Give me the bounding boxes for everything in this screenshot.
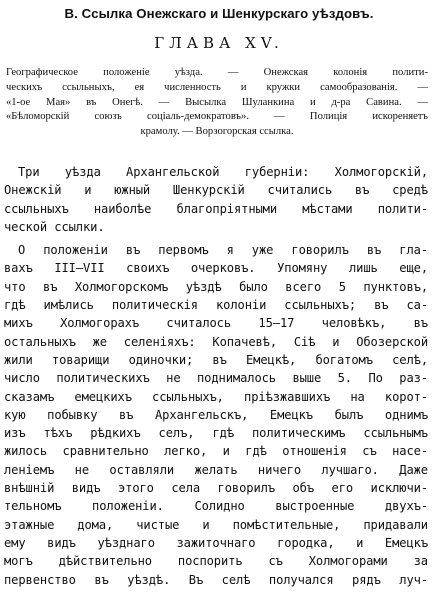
paragraph-2-line: ему видъ уѣзднаго зажиточнаго городка, и Емецкъ <box>4 535 428 550</box>
paragraph-1-line: ссыльныхъ наиболѣе благопріятными мѣстами полити- <box>4 201 428 216</box>
paragraph-2-line: жили товарищи одиночки; въ Емецкѣ, богатомъ селѣ, <box>4 352 428 367</box>
summary-line: «1-ое Мая» въ Онегѣ. — Высылка Шуланкина и д-ра Савина. — <box>6 96 428 108</box>
summary-line: крамолу. — Ворзогорская ссылка. <box>140 126 294 138</box>
body-text <box>4 163 428 589</box>
paragraph-2-line: тельномъ положеніи. Солидно выстроенные двухъ- <box>4 499 428 514</box>
paragraph-2-line: жилось сравнительно легко, и гдѣ отношенія съ насе- <box>4 444 428 459</box>
chapter-heading: ГЛАВА XV. <box>154 34 284 52</box>
section-title: B. Ссылка Онежскаго и Шенкурскаго уѣздовъ. <box>64 6 374 21</box>
paragraph-2-line: кую побывку въ Архангельскъ, Емецкъ былъ однимъ <box>4 407 428 422</box>
chapter-summary <box>6 66 428 140</box>
paragraph-2-line: могъ дѣйствительно поспорить съ Холмогорами за <box>4 554 428 569</box>
paragraph-1-line: ческой ссылки. <box>4 219 105 234</box>
paragraph-2-line: леніемъ не оставляли желать ничего лучшаго. Даже <box>4 462 428 477</box>
paragraph-2-line: этажные дома, чистые и помѣстительные, придавали <box>4 517 428 532</box>
paragraph-2-line: число политическихъ не поднималось выше 5. По раз- <box>4 371 428 386</box>
paragraph-1-line: Онежскій и южный Шенкурскій считались въ средѣ <box>4 183 428 198</box>
paragraph-2-line: внѣшній видъ этого села говорилъ объ его исключи- <box>4 481 428 496</box>
paragraph-2-line: остальныхъ же селеніяхъ: Копачевѣ, Сіѣ и Обозерской <box>4 334 428 349</box>
summary-line: «Бѣломорскій союзъ соціаль-демократовъ». — Полиція искореняетъ <box>6 111 428 123</box>
paragraph-2-line: сказамъ емецкихъ ссыльныхъ, пріѣзжавшихъ на корот- <box>4 389 428 404</box>
paragraph-2-line: что въ Холмогорскомъ уѣздѣ было всего 5 пунктовъ, <box>4 279 428 294</box>
paragraph-2-line: О положеніи въ первомъ я уже говорилъ въ гла- <box>18 243 428 258</box>
paragraph-2-line: первенство въ уѣздѣ. Въ селѣ получался рядъ луч- <box>4 572 428 587</box>
paragraph-1-line: Три уѣзда Архангельской губерніи: Холмогорскій, <box>18 165 428 179</box>
paragraph-2-line: вахъ III—VII своихъ очерковъ. Упомяну лишь еще, <box>4 261 428 276</box>
paragraph-2-line: изъ тѣхъ рѣдкихъ селъ, гдѣ политическимъ ссыльнымъ <box>4 426 428 441</box>
summary-line: Географическое положеніе уѣзда. — Онежская колонія полити- <box>6 67 428 78</box>
summary-line: ческихъ ссыльныхъ, ея численность и кружки самообразованія. — <box>6 81 428 93</box>
paragraph-2-line: гдѣ имѣлись политическія колоніи ссыльныхъ; въ са- <box>4 298 428 313</box>
paragraph-2-line: михъ Холмогорахъ считалось 15—17 человѣкъ, въ <box>4 316 428 331</box>
